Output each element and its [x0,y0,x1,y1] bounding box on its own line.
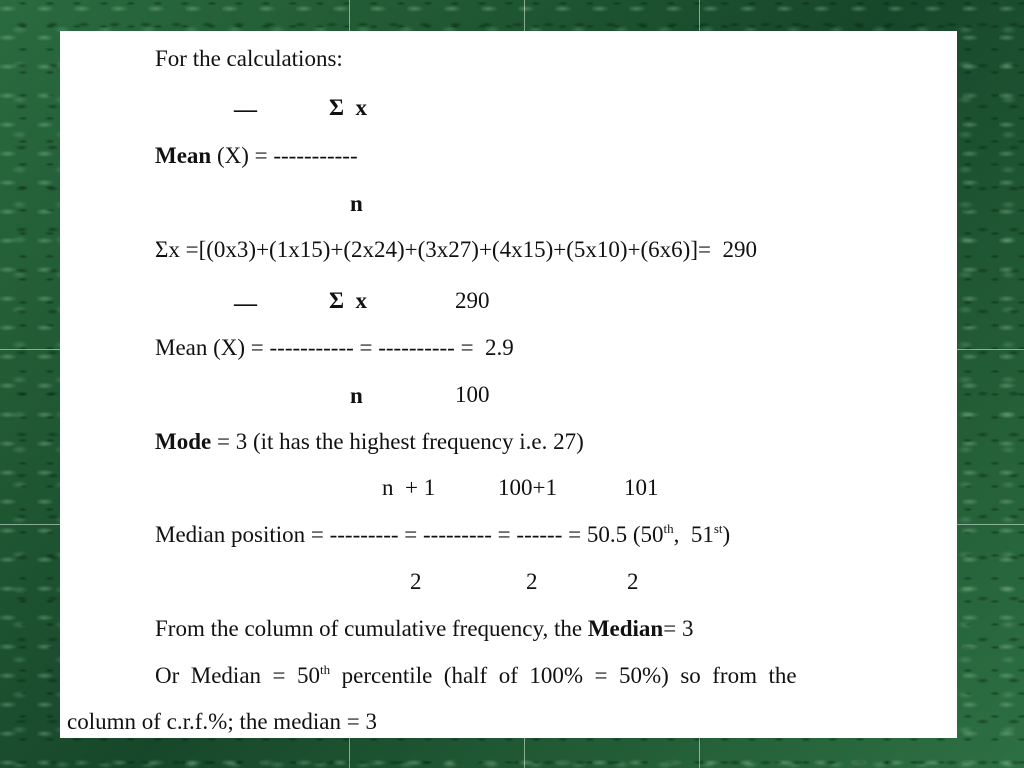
sum-x-expression: Σx =[(0x3)+(1x15)+(2x24)+(3x27)+(4x15)+(5x10)+(6x6)]= 290 [155,237,757,262]
median-position-prefix: Median position = --------- = --------- = ------ = 50.5 (50 [155,522,664,547]
median-position-line [155,522,730,548]
mean-denominator: n [350,191,363,216]
median-percentile-part-2: percentile (half of 100% = 50%) so from the [330,663,797,688]
median-denominator-3: 2 [627,569,639,594]
median-position-suffix: ) [722,522,731,547]
slide-page [60,31,957,738]
mean-formula-rest: (X) = ----------- [211,143,358,168]
median-numerator-2: 100+1 [498,475,557,500]
median-cumulative-line [155,616,693,642]
median-cf-prefix: From the column of cumulative frequency, the [155,616,588,641]
mean-label: Mean [155,143,212,168]
mean-result-denominator-value: 100 [455,382,490,407]
mean-result-numerator: Σ x [329,288,368,313]
median-denominator-2: 2 [526,569,538,594]
median-position-middle: , 51 [673,522,714,547]
heading: For the calculations: [155,46,343,71]
median-numerator-1: n + 1 [382,475,436,500]
median-cf-label: Median [587,616,664,641]
mean-result-denominator: n [350,383,363,408]
mean-result-bar-symbol: __ [234,283,257,308]
median-numerator-3: 101 [624,475,659,500]
median-cf-suffix: = 3 [663,616,694,641]
mean-result-numerator-value: 290 [455,288,490,313]
mode-line [155,429,584,455]
mean-result-equation: Mean (X) = ----------- = ---------- = 2.9 [155,335,514,360]
median-percentile-line [155,663,797,689]
mode-label: Mode [155,429,212,454]
mean-bar-symbol: __ [234,89,257,114]
median-percentile-sup: th [320,662,331,677]
median-position-sup-1: th [663,521,674,536]
mean-formula-line [155,143,358,169]
median-percentile-line-2: column of c.r.f.%; the median = 3 [67,709,377,734]
median-denominator-1: 2 [410,569,422,594]
median-percentile-part-1: Or Median = 50 [155,663,320,688]
median-position-sup-2: st [713,521,723,536]
mean-numerator: Σ x [329,95,368,120]
mode-text: = 3 (it has the highest frequency i.e. 27) [211,429,584,454]
